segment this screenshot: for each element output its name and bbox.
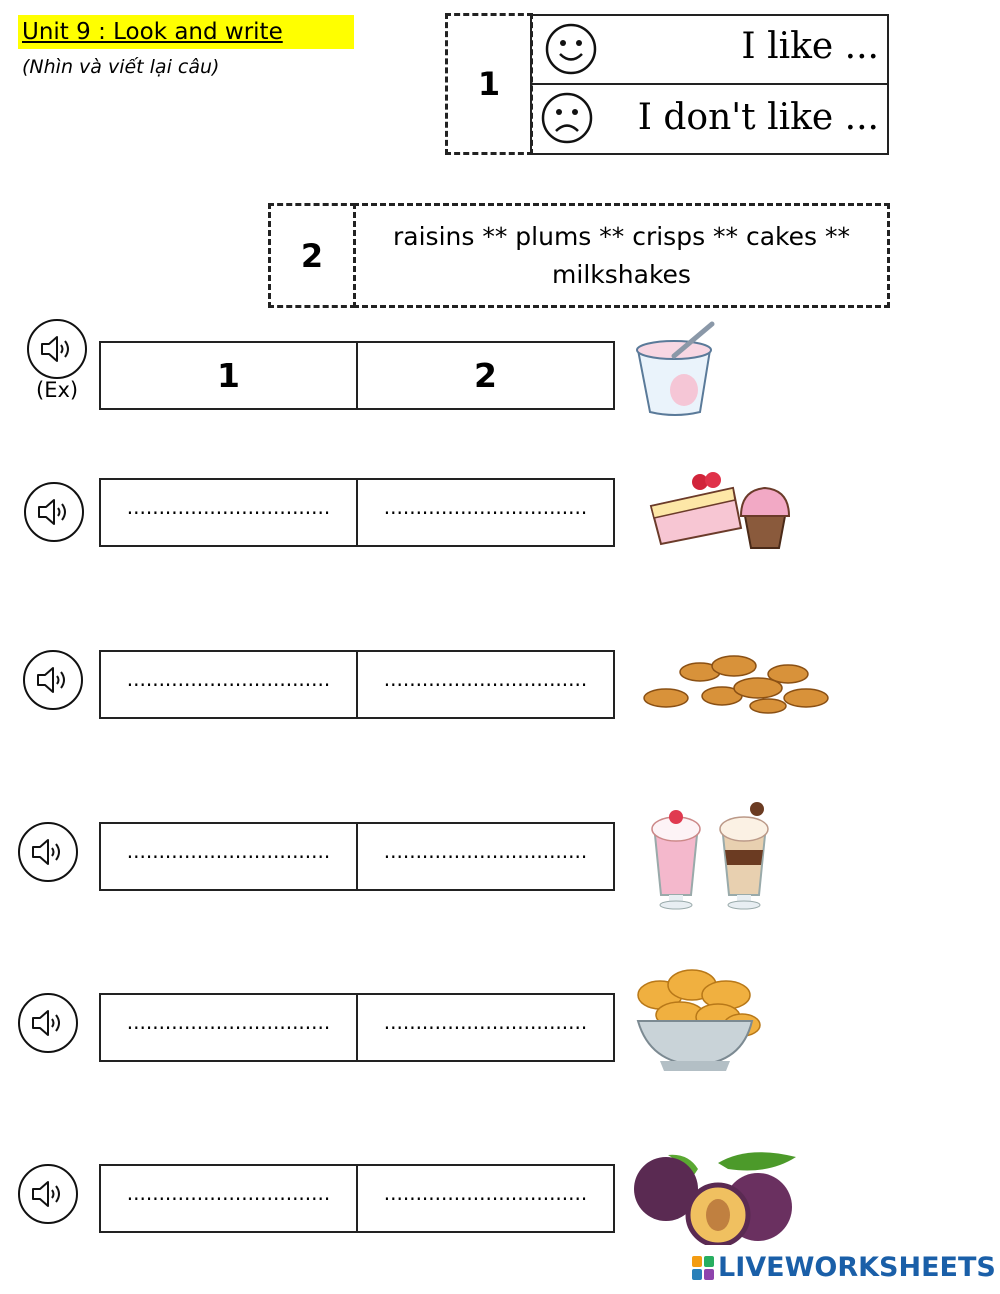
example-cell-1: 1 xyxy=(217,356,240,395)
example-label: (Ex) xyxy=(36,378,79,402)
box2-number-cell xyxy=(268,203,356,308)
blank-line: ................................ xyxy=(126,1180,331,1205)
logo-text: LIVEWORKSHEETS xyxy=(718,1252,996,1283)
blank-line: ................................ xyxy=(383,494,588,519)
box1-number: 1 xyxy=(477,65,501,103)
speaker-icon xyxy=(36,497,72,527)
cakes-icon xyxy=(645,458,795,553)
like-row xyxy=(530,14,889,85)
worksheet-title: Unit 9 : Look and write xyxy=(18,15,354,49)
row-3-audio-button[interactable] xyxy=(18,822,78,882)
answer-field-1b[interactable] xyxy=(356,480,613,545)
answer-field-3a[interactable] xyxy=(101,824,356,889)
dont-like-row xyxy=(530,83,889,155)
blank-line: ................................ xyxy=(383,1180,588,1205)
answer-field-1a[interactable] xyxy=(101,480,356,545)
example-row xyxy=(99,341,615,410)
row-5-audio-button[interactable] xyxy=(18,1164,78,1224)
answer-field-5a[interactable] xyxy=(101,1166,356,1231)
speaker-icon xyxy=(30,1179,66,1209)
raisins-icon xyxy=(638,652,833,714)
answer-row-1 xyxy=(99,478,615,547)
row-4-audio-button[interactable] xyxy=(18,993,78,1053)
answer-field-5b[interactable] xyxy=(356,1166,613,1231)
smiley-face-icon xyxy=(544,22,598,76)
word-bank-text: raisins ** plums ** crisps ** cakes ** milkshakes xyxy=(393,221,850,289)
plums-icon xyxy=(628,1145,803,1245)
liveworksheets-logo xyxy=(692,1252,996,1283)
blank-line: ................................ xyxy=(383,1009,588,1034)
blank-line: ................................ xyxy=(383,666,588,691)
milkshakes-icon xyxy=(645,795,780,913)
blank-line: ................................ xyxy=(126,838,331,863)
answer-field-4a[interactable] xyxy=(101,995,356,1060)
answer-row-4 xyxy=(99,993,615,1062)
worksheet-subtitle: (Nhìn và viết lại câu) xyxy=(22,56,220,78)
sad-face-icon xyxy=(540,91,594,145)
speaker-icon xyxy=(30,837,66,867)
box2-number: 2 xyxy=(300,236,324,275)
dont-like-phrase: I don't like ... xyxy=(637,97,879,138)
blank-line: ................................ xyxy=(126,1009,331,1034)
speaker-icon xyxy=(30,1008,66,1038)
word-bank xyxy=(353,203,890,308)
speaker-icon xyxy=(35,665,71,695)
blank-line: ................................ xyxy=(126,666,331,691)
blank-line: ................................ xyxy=(126,494,331,519)
answer-field-4b[interactable] xyxy=(356,995,613,1060)
answer-field-2b[interactable] xyxy=(356,652,613,717)
answer-row-5 xyxy=(99,1164,615,1233)
box1-number-cell xyxy=(445,13,533,155)
example-audio-button[interactable] xyxy=(27,319,87,379)
example-cell-2: 2 xyxy=(356,343,613,408)
blank-line: ................................ xyxy=(383,838,588,863)
answer-field-2a[interactable] xyxy=(101,652,356,717)
answer-row-3 xyxy=(99,822,615,891)
row-1-audio-button[interactable] xyxy=(24,482,84,542)
logo-mark-icon xyxy=(692,1256,714,1280)
speaker-icon xyxy=(39,334,75,364)
answer-field-3b[interactable] xyxy=(356,824,613,889)
answer-row-2 xyxy=(99,650,615,719)
crisps-icon xyxy=(630,965,765,1077)
like-phrase: I like ... xyxy=(741,26,879,67)
row-2-audio-button[interactable] xyxy=(23,650,83,710)
yogurt-icon xyxy=(630,320,720,420)
